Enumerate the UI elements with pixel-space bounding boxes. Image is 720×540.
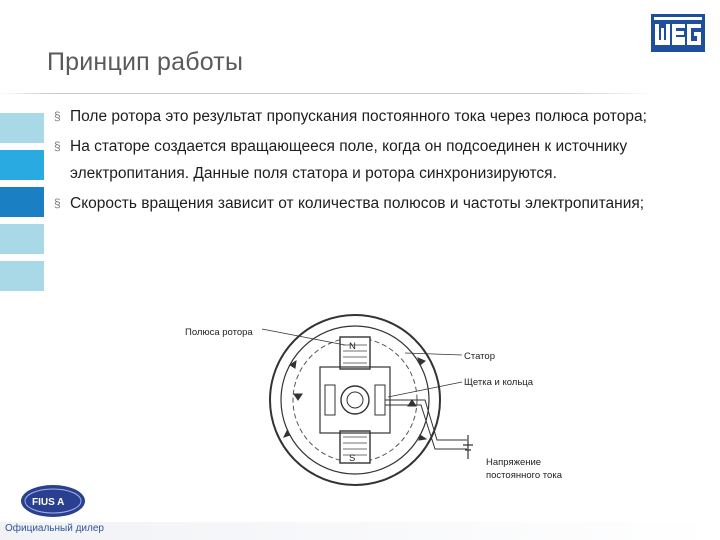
bullet-marker: § [54,139,61,153]
label-dc-voltage-2: постоянного тока [486,470,562,481]
footer-bar [0,522,720,540]
pole-s-label: S [349,453,356,464]
accent-block [0,187,44,217]
slide-title: Принцип работы [47,48,244,76]
accent-block [0,224,44,254]
rotor [320,337,390,464]
label-stator: Статор [464,351,495,362]
shaft [341,386,369,414]
bullet-text: Скорость вращения зависит от количества полюсов и частоты электропитания; [70,195,645,212]
synchronous-motor-diagram [180,305,600,500]
accent-blocks [0,113,44,298]
label-rotor-poles: Полюса ротора [185,327,253,338]
bullet-text: На статоре создается вращающееся поле, когда он подсоединен к источнику электропитания. Данные поля статора и ротора синхронизируются. [70,138,628,182]
pole-n-label: N [349,341,356,352]
dealer-logo-text: FIUS A [32,497,65,508]
bullet-marker: § [54,109,61,123]
bullet-item [54,103,654,130]
label-brush-rings: Щетка и кольца [464,377,534,388]
accent-block [0,150,44,180]
label-dc-voltage-1: Напряжение [486,457,542,468]
dealer-label: Официальный дилер [5,523,104,534]
accent-block [0,113,44,143]
weg-logo [651,14,705,52]
dealer-logo [20,484,86,518]
bullet-item [54,133,654,187]
bullet-item [54,190,654,217]
title-divider [0,93,655,94]
bullet-marker: § [54,196,61,210]
accent-block [0,261,44,291]
bullet-list [54,103,654,220]
bullet-text: Поле ротора это результат пропускания постоянного тока через полюса ротора; [70,108,647,125]
